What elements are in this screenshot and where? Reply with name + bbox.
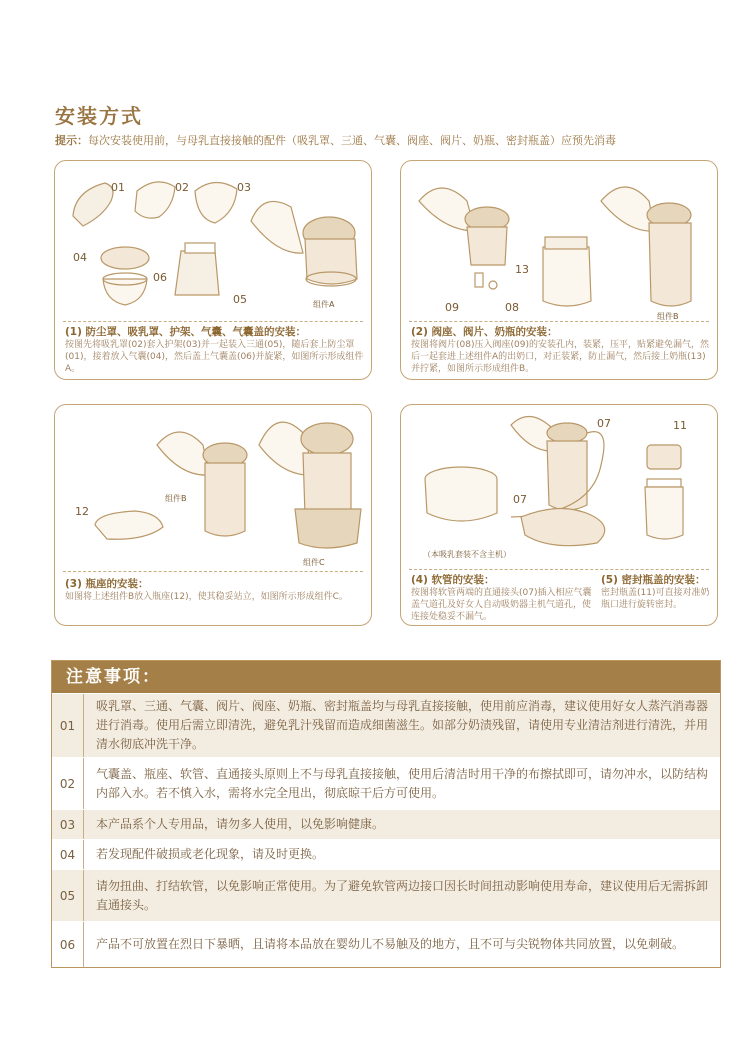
note-text: 吸乳罩、三通、气囊、阀片、阀座、奶瓶、密封瓶盖均与母乳直接接触，使用前应消毒，建议使用好女人蒸汽消毒器进行消毒。使用后需立即清洗，避免乳汁残留而造成细菌滋生。如部分奶渍残留，请使用专业清洁剂进行清洗，并用清水彻底冲洗干净。 [96,699,709,751]
panel-5-text: 密封瓶盖(11)可直接对准奶瓶口进行旋转密封。 [601,588,710,610]
panel-5-title: (5) 密封瓶盖的安装： [601,574,706,586]
label-07-bottom: 07 [513,493,527,506]
label-04: 04 [73,251,87,264]
note-number: 02 [52,758,84,809]
label-09: 09 [445,301,459,314]
note-row [52,693,720,757]
note-number: 03 [52,810,84,839]
label-03: 03 [237,181,251,194]
panel-2-title: (2) 阀座、阀片、奶瓶的安装： [411,326,558,338]
note-row [52,869,720,921]
note-row [52,839,720,869]
panel-4-divider [409,569,709,570]
note-text: 产品不可放置在烈日下暴晒，且请将本品放在婴幼儿不易触及的地方，且不可与尖锐物体共同放置，以免刺破。 [96,937,685,951]
label-11: 11 [673,419,687,432]
note-number: 01 [52,694,84,757]
panel-1 [54,160,372,380]
label-assembly-a: 组件A [313,300,335,309]
panel-1-text: 按图先将吸乳罩(02)套入护架(03)并一起装入三通(05)，随后套上防尘罩(01)，接着放入气囊(04)，然后盖上气囊盖(06)并旋紧，如图所示形成组件A。 [65,340,364,374]
panel-3-illustration [55,405,372,575]
panel-4-text: 按图将软管两端的直通接头(07)插入相应气囊盖气道孔及好女人自动吸奶器主机气道孔，使连接处稳妥不漏气。 [411,588,592,622]
notes-heading: 注意事项： [52,661,720,693]
panel-3-text: 如图将上述组件B放入瓶座(12)，使其稳妥站立，如图所示形成组件C。 [65,592,348,602]
label-06: 06 [153,271,167,284]
label-05: 05 [233,293,247,306]
panel-3 [54,404,372,626]
panel-4 [400,404,718,626]
note-text: 气囊盖、瓶座、软管、直通接头原则上不与母乳直接接触，使用后清洁时用干净的布擦拭即可，请勿冲水，以防结构内部入水。若不慎入水，需将水完全甩出，彻底晾干后方可使用。 [96,766,709,800]
label-assembly-b-2: 组件B [165,494,187,503]
label-12: 12 [75,505,89,518]
label-01: 01 [111,181,125,194]
panel-1-illustration [55,161,372,331]
panel-2-divider [409,321,709,322]
label-08: 08 [505,301,519,314]
notes-table [51,660,721,968]
tip-line [55,132,616,148]
note-text: 本产品系个人专用品，请勿多人使用，以免影响健康。 [96,817,385,831]
note-number: 04 [52,840,84,869]
label-07-top: 07 [597,417,611,430]
panel-3-divider [63,571,363,572]
label-assembly-c: 组件C [303,558,325,567]
host-note: （本吸乳套装不含主机） [423,550,511,559]
panel-4-illustration [401,405,718,575]
note-row [52,809,720,839]
note-row [52,921,720,967]
panel-1-divider [63,321,363,322]
label-02: 02 [175,181,189,194]
label-13: 13 [515,263,529,276]
tip-text: 每次安装使用前，与母乳直接接触的配件（吸乳罩、三通、气囊、阀座、阀片、奶瓶、密封瓶盖）应预先消毒 [88,134,616,147]
panel-5-caption [601,573,711,611]
panel-3-caption [65,577,365,603]
panel-2-illustration [401,161,718,331]
panel-2-caption [411,325,711,375]
tip-label: 提示： [55,134,88,147]
page-title: 安装方式 [55,104,143,128]
note-text: 请勿扭曲、打结软管，以免影响正常使用。为了避免软管两边接口因长时间扭动影响使用寿命，建议使用后无需拆卸直通接头。 [96,878,709,912]
panel-4-caption [411,573,597,623]
panel-2 [400,160,718,380]
panel-4-title: (4) 软管的安装： [411,574,495,586]
label-assembly-b: 组件B [657,312,679,321]
panel-1-caption [65,325,365,375]
note-number: 06 [52,922,84,967]
note-number: 05 [52,870,84,921]
panel-1-title: (1) 防尘罩、吸乳罩、护架、气囊、气囊盖的安装： [65,326,307,338]
note-text: 若发现配件破损或老化现象，请及时更换。 [96,847,325,861]
panel-2-text: 按图将阀片(08)压入阀座(09)的安装孔内，装紧，压平，贴紧避免漏气，然后一起套进上述组件A的出奶口，对正装紧，防止漏气，然后接上奶瓶(13)并拧紧，如图所示形成组件B。 [411,340,709,374]
panel-3-title: (3) 瓶座的安装： [65,578,149,590]
note-row [52,757,720,809]
